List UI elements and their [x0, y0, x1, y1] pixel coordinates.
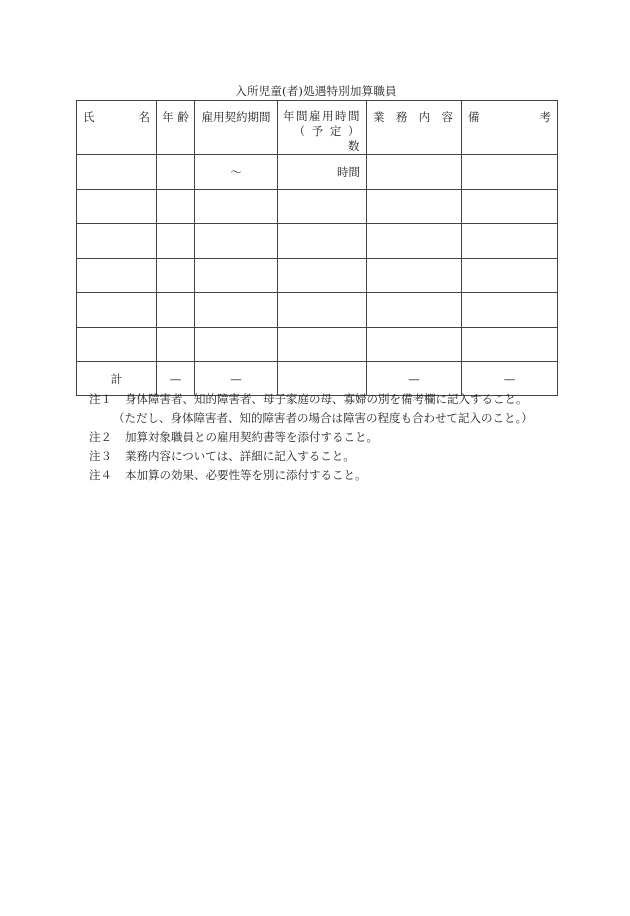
note-label: 注３ [89, 449, 112, 463]
cell-name[interactable] [77, 155, 157, 190]
cell-annual-hours[interactable] [278, 189, 367, 224]
cell-duties[interactable] [367, 258, 462, 293]
note-label: 注１ [89, 392, 112, 406]
note-text: 本加算の効果、必要性等を別に添付すること。 [125, 468, 367, 482]
total-remarks: — [462, 362, 558, 396]
cell-duties[interactable] [367, 327, 462, 362]
header-contract-period: 雇用契約期間 [195, 101, 278, 155]
cell-contract-period[interactable]: ～ [195, 155, 278, 190]
header-age: 年 齢 [157, 101, 195, 155]
header-remarks-left: 備 [468, 110, 480, 124]
cell-annual-hours[interactable]: 時間 [278, 155, 367, 190]
cell-age[interactable] [157, 224, 195, 259]
document-title: 入所児童(者)処遇特別加算職員 [235, 84, 397, 98]
header-name [77, 101, 157, 155]
header-duties-char: 務 [395, 110, 408, 124]
cell-duties[interactable] [367, 155, 462, 190]
cell-remarks[interactable] [462, 258, 558, 293]
cell-remarks[interactable] [462, 189, 558, 224]
cell-age[interactable] [157, 189, 195, 224]
cell-age[interactable] [157, 293, 195, 328]
note-2 [89, 428, 533, 447]
header-annual-hours-line1: 年間雇用時間 [283, 109, 361, 123]
cell-remarks[interactable] [462, 224, 558, 259]
cell-duties[interactable] [367, 189, 462, 224]
cell-remarks[interactable] [462, 327, 558, 362]
total-age: — [157, 362, 195, 396]
table-row [77, 327, 558, 362]
cell-remarks[interactable] [462, 293, 558, 328]
header-annual-hours-line2: （ 予 定 ） 数 [293, 124, 361, 153]
cell-duties[interactable] [367, 224, 462, 259]
table-row [77, 224, 558, 259]
cell-name[interactable] [77, 327, 157, 362]
note-1 [89, 390, 533, 409]
note-1-supplement [89, 409, 533, 428]
cell-contract-period[interactable] [195, 293, 278, 328]
cell-name[interactable] [77, 189, 157, 224]
table-header-row [77, 101, 558, 155]
cell-annual-hours[interactable] [278, 293, 367, 328]
cell-age[interactable] [157, 155, 195, 190]
cell-age[interactable] [157, 327, 195, 362]
cell-name[interactable] [77, 293, 157, 328]
header-name-left: 氏 [83, 110, 95, 124]
header-annual-hours [278, 101, 367, 155]
table-row [77, 155, 558, 190]
cell-duties[interactable] [367, 293, 462, 328]
header-duties-char: 容 [441, 110, 453, 124]
header-name-right: 名 [138, 110, 150, 124]
cell-contract-period[interactable] [195, 224, 278, 259]
note-label: 注４ [89, 468, 112, 482]
cell-annual-hours[interactable] [278, 224, 367, 259]
header-remarks-right: 考 [539, 110, 551, 124]
total-label: 計 [77, 362, 157, 396]
cell-contract-period[interactable] [195, 258, 278, 293]
staff-table [76, 100, 558, 396]
header-remarks [462, 101, 558, 155]
cell-name[interactable] [77, 224, 157, 259]
cell-annual-hours[interactable] [278, 327, 367, 362]
note-text: （ただし、身体障害者、知的障害者の場合は障害の程度も合わせて記入のこと。） [113, 411, 533, 425]
table-row [77, 189, 558, 224]
table-row [77, 293, 558, 328]
total-duties: — [367, 362, 462, 396]
cell-annual-hours[interactable] [278, 258, 367, 293]
header-duties-char: 内 [418, 110, 431, 124]
cell-remarks[interactable] [462, 155, 558, 190]
note-text: 身体障害者、知的障害者、母子家庭の母、寡婦の別を備考欄に記入すること。 [125, 392, 528, 406]
note-4 [89, 466, 533, 485]
cell-contract-period[interactable] [195, 189, 278, 224]
notes-section [89, 390, 533, 485]
note-label: 注２ [89, 430, 112, 444]
cell-contract-period[interactable] [195, 327, 278, 362]
table-row [77, 258, 558, 293]
total-contract-period: — [195, 362, 278, 396]
header-duties-char: 業 [373, 110, 385, 124]
note-text: 加算対象職員との雇用契約書等を添付すること。 [125, 430, 378, 444]
note-text: 業務内容については、詳細に記入すること。 [125, 449, 355, 463]
cell-name[interactable] [77, 258, 157, 293]
header-duties [367, 101, 462, 155]
note-3 [89, 447, 533, 466]
cell-age[interactable] [157, 258, 195, 293]
